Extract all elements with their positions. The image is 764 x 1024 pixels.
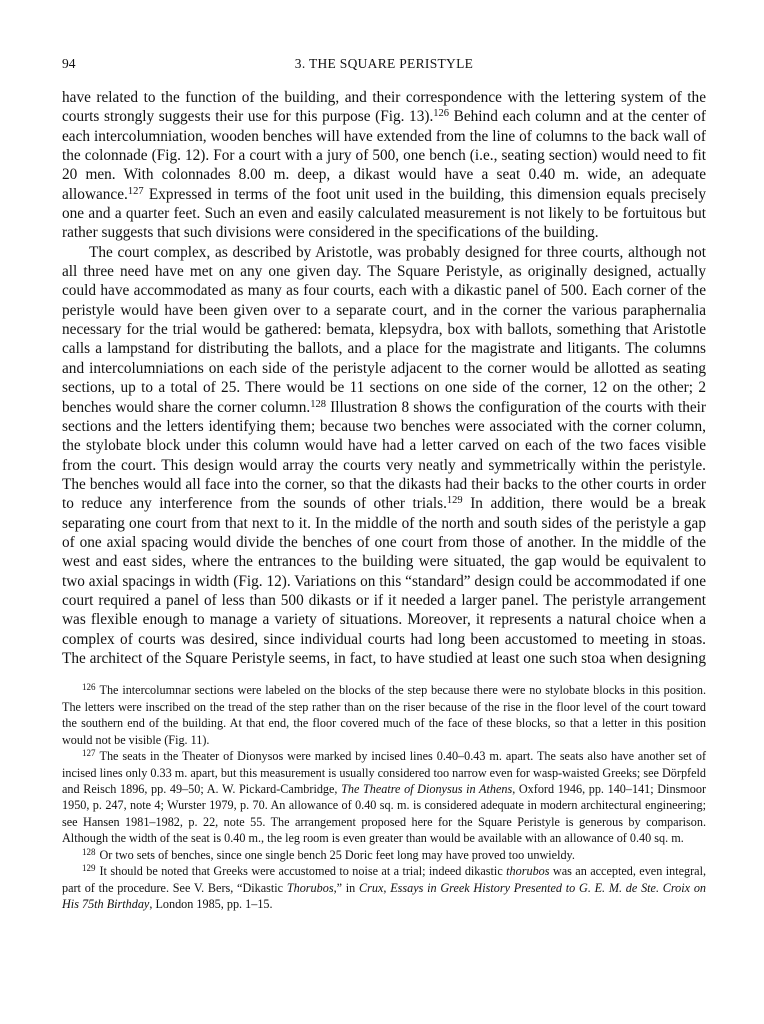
footnote-text-a: The seats in the Theater of Dionysos were marked by incised lines 0.40–0.43 m. apart. The seats also have another set of incised lines only 0.33 m. apart, but this measurement is usually considered too narrow even for wasp-waisted Greeks; see Dörpfeld and Reisch 1896, pp. 49–50; A. W. Pickard-Cambridge,: [62, 749, 706, 797]
greek-term: thorubos: [506, 864, 550, 879]
paragraph-2: [62, 243, 706, 669]
footnote-ref-126[interactable]: 126: [433, 108, 450, 120]
cited-title: Crux, Essays in Greek History Presented to G. E. M. de Ste. Croix on His 75th Birthday: [62, 880, 707, 912]
footnote-number: 128: [82, 846, 96, 857]
footnote-ref-128[interactable]: 128: [310, 398, 326, 410]
page-header: [62, 56, 706, 78]
footnote-text-a: It should be noted that Greeks were accustomed to noise at a trial; indeed dikastic: [99, 864, 507, 879]
paragraph-1-text-a: have related to the function of the building, and their correspondence with the lettering system of the courts strongly suggests their use for this purpose (Fig. 13).: [62, 89, 706, 126]
footnote-number: 129: [82, 863, 96, 874]
page-number: 94: [62, 56, 76, 71]
footnote-text-d: , London 1985, pp. 1–15.: [149, 897, 273, 912]
paragraph-1-text-c: Expressed in terms of the foot unit used in the building, this dimension equals precisely one and a quarter feet. Such an even and easily calculated measurement is not likely to be fortuitous but rather suggests that such divisions were considered in the specifications of the building.: [62, 185, 706, 242]
paragraph-2-text-b: Illustration 8 shows the configuration of the courts with their sections and the letters identifying them; because two benches were associated with the corner column, the stylobate block under this column would have had a letter carved on each of the two faces visible from the court. This design would array the courts very neatly and symmetrically within the peristyle. The benches would all face into the corner, so that the dikasts had their backs to the other courts in order to reduce any interference from the sounds of other trials.: [62, 398, 706, 513]
main-text: [62, 88, 706, 668]
footnotes: [62, 682, 706, 912]
cited-title: The Theatre of Dionysus in Athens: [341, 782, 513, 797]
footnote-126: [62, 682, 706, 748]
footnote-text: The intercolumnar sections were labeled on the blocks of the step because there were no stylobate blocks in this position. The letters were inscribed on the tread of the step rather than on the riser because of the rise in the floor level of the court toward the southern end of the building. At that end, the floor covered much of the face of these blocks, so that a letter in this position would not be visible (Fig. 11).: [62, 683, 706, 747]
running-head: 3. THE SQUARE PERISTYLE: [294, 56, 474, 71]
footnote-127: [62, 748, 706, 847]
footnote-text-b: was an accepted, even integral, part of the procedure. See V. Bers, “Dikastic: [62, 864, 707, 895]
footnote-128: [62, 847, 706, 863]
footnote-129: [62, 863, 706, 912]
footnote-number: 126: [82, 682, 96, 693]
footnote-ref-129[interactable]: 129: [446, 495, 463, 507]
footnote-text-b: , Oxford 1946, pp. 140–141; Dinsmoor 1950, p. 247, note 4; Wurster 1979, p. 70. An allowance of 0.40 sq. m. is considered adequate in modern architectural engineering; see Hansen 1981–1982, p. 22, note 55. The arrangement proposed here for the Square Peristyle is generous by comparison. Although the width of the seat is 0.40 m., the leg room is even greater than would be available with an allowance of 0.40 sq. m.: [62, 782, 707, 846]
paragraph-1-text-b: Behind each column and at the center of each intercolumniation, wooden benches will have extended from the line of columns to the back wall of the colonnade (Fig. 12). For a court with a jury of 500, one bench (i.e., seating section) would need to fit 20 men. With colonnades 8.00 m. deep, a dikast would have a seat 0.40 m. wide, an adequate allowance.: [62, 108, 706, 203]
paragraph-2-text-c: In addition, there would be a break separating one court from that next to it. In the middle of the north and south sides of the peristyle a gap of one axial spacing would divide the benches of one court from those of another. In the middle of the west and east sides, where the entrances to the building were situated, the gap would be equivalent to two axial spacings in width (Fig. 12). Variations on this “standard” design could be accommodated if one court required a panel of less than 500 dikasts or if it needed a larger panel. The peristyle arrangement was flexible enough to manage a variety of situations. Moreover, it represents a natural choice when a complex of courts was desired, since individual courts had long been accustomed to meeting in stoas. The architect of the Square Peristyle seems, in fact, to have studied at least one such stoa when designing: [62, 495, 706, 667]
footnote-text-c: ,” in: [333, 880, 360, 895]
footnote-ref-127[interactable]: 127: [127, 185, 144, 197]
paragraph-2-text-a: The court complex, as described by Aristotle, was probably designed for three courts, although not all three need have met on any one given day. The Square Peristyle, as originally designed, actually could have accommodated as many as four courts, each with a dikastic panel of 500. Each corner of the peristyle would have been given over to a separate court, and in the corner the various paraphernalia necessary for the trial would be gathered: bemata, klepsydra, box with ballots, something that Aristotle calls a lampstand for distributing the ballots, and a place for the magistrate and litigants. The columns and intercolumniations on each side of the peristyle adjacent to the corner would be allotted as seating sections, up to a total of 25. There would be 11 sections on one side of the corner, 12 on the other; 2 benches would share the corner column.: [62, 243, 706, 416]
footnote-number: 127: [82, 748, 96, 759]
page: [62, 56, 706, 913]
paragraph-1: [62, 88, 706, 243]
footnote-text: Or two sets of benches, since one single bench 25 Doric feet long may have proved too unwieldy.: [99, 847, 575, 862]
greek-term: Thorubos: [286, 880, 334, 895]
